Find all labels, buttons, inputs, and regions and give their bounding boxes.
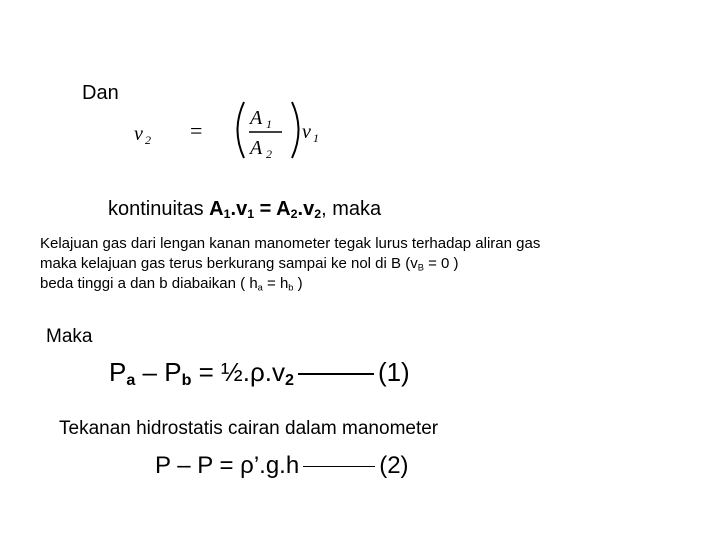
- para-line-3-a: beda tinggi a dan b diabaikan ( h: [40, 275, 258, 292]
- formula-den: A: [250, 137, 263, 159]
- para-line-3-b: = h: [262, 275, 289, 292]
- continuity-line: [108, 198, 381, 221]
- kont-v1-sub: 1: [247, 207, 255, 222]
- para-line-2-b: = 0 ): [423, 255, 459, 272]
- paren-left: [238, 102, 245, 158]
- formula-equals: =: [190, 118, 203, 143]
- eq2-text: P – P = ρ’.g.h: [155, 452, 300, 479]
- kont-prefix: kontinuitas: [108, 198, 210, 220]
- kont-suffix: , maka: [321, 198, 382, 220]
- formula-lhs-sub: 2: [145, 133, 151, 147]
- kont-dot2: .v: [297, 198, 315, 220]
- velocity-formula: [132, 96, 332, 164]
- eq1-sub-a: a: [126, 371, 136, 390]
- eq2-label: (2): [379, 452, 409, 479]
- eq1-dash: [298, 373, 374, 375]
- para-line-3-c: ): [293, 275, 303, 292]
- kont-v2-sub: 2: [314, 207, 322, 222]
- kont-a2-sub: 2: [290, 207, 298, 222]
- para-line-3: [40, 274, 540, 294]
- formula-rhs-sub: 1: [313, 131, 319, 145]
- paren-right: [292, 102, 299, 158]
- formula-rhs: v: [302, 121, 311, 143]
- eq1-p: P: [109, 357, 127, 387]
- explanation-paragraph: [40, 234, 540, 294]
- kont-a1-sub: 1: [223, 207, 231, 222]
- equation-2: [155, 452, 409, 480]
- para-line-1: Kelajuan gas dari lengan kanan manometer tegak lurus terhadap aliran gas: [40, 235, 541, 252]
- kont-mid: = A: [254, 198, 291, 220]
- equation-1: [109, 357, 410, 388]
- eq1-mid: = ½.ρ.v: [191, 357, 285, 387]
- text-dan: Dan: [82, 82, 119, 104]
- text-tekanan: Tekanan hidrostatis cairan dalam manometer: [59, 418, 439, 439]
- kont-dot1: .v: [230, 198, 248, 220]
- text-maka: Maka: [46, 326, 93, 347]
- para-line-2: [40, 254, 540, 274]
- formula-num-sub: 1: [266, 117, 272, 131]
- eq1-minus: – P: [135, 357, 182, 387]
- para-line-3-sub-a: a: [257, 282, 263, 293]
- eq1-label: (1): [377, 357, 410, 387]
- para-line-2-a: maka kelajuan gas terus berkurang sampai ke nol di B (v: [40, 255, 418, 272]
- kont-a1: A: [209, 198, 224, 220]
- formula-lhs: v: [134, 123, 143, 145]
- eq1-sub-2: 2: [284, 371, 294, 390]
- para-line-3-sub-b: b: [288, 282, 294, 293]
- formula-den-sub: 2: [266, 147, 272, 161]
- eq1-sub-b: b: [181, 371, 192, 390]
- formula-num: A: [250, 107, 263, 129]
- para-line-2-sub: B: [417, 262, 424, 273]
- eq2-dash: [303, 466, 375, 468]
